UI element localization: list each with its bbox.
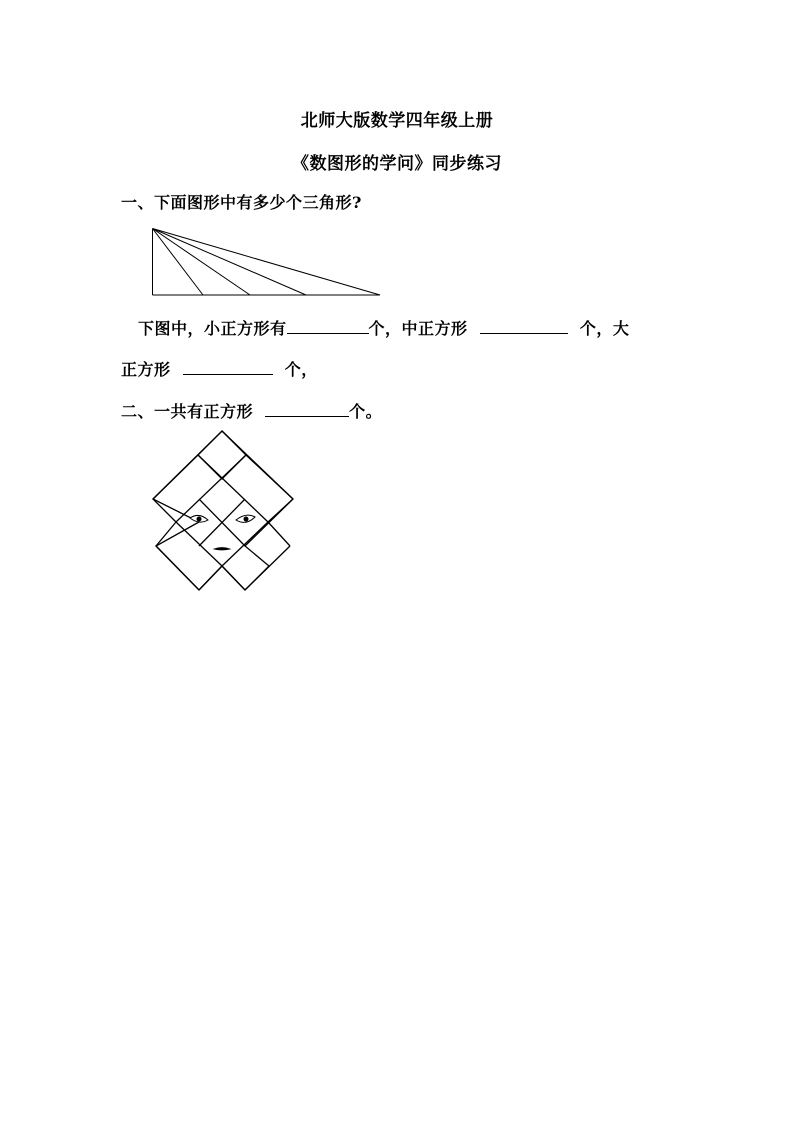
page-title: 北师大版数学四年级上册 bbox=[300, 111, 494, 131]
question-1-fill-line-2 bbox=[121, 357, 318, 380]
question-2-line bbox=[121, 399, 382, 422]
answer-blank-small-squares[interactable] bbox=[287, 318, 369, 334]
triangle-fan-figure bbox=[150, 226, 390, 301]
fill-text: 下图中，小正方形有 bbox=[138, 319, 287, 338]
question-2-text: 二、一共有正方形 bbox=[121, 402, 254, 421]
question-2-text: 个。 bbox=[349, 402, 383, 421]
diamond-face-figure bbox=[150, 428, 300, 593]
left-eye-icon bbox=[190, 515, 208, 522]
fill-text: 个，中正方形 bbox=[368, 319, 468, 338]
fill-text: 正方形 bbox=[121, 360, 171, 379]
answer-blank-total-squares[interactable] bbox=[265, 401, 349, 417]
answer-blank-large-squares[interactable] bbox=[183, 359, 273, 375]
question-1-heading: 一、下面图形中有多少个三角形? bbox=[121, 193, 362, 212]
fill-text: 个，大 bbox=[579, 319, 630, 338]
right-eye-icon bbox=[236, 515, 255, 522]
page-subtitle: 《数图形的学问》同步练习 bbox=[292, 154, 502, 174]
fill-text: 个， bbox=[284, 360, 318, 379]
answer-blank-medium-squares[interactable] bbox=[480, 318, 568, 334]
mouth-icon bbox=[214, 548, 230, 551]
question-1-fill-line-1 bbox=[138, 316, 629, 339]
